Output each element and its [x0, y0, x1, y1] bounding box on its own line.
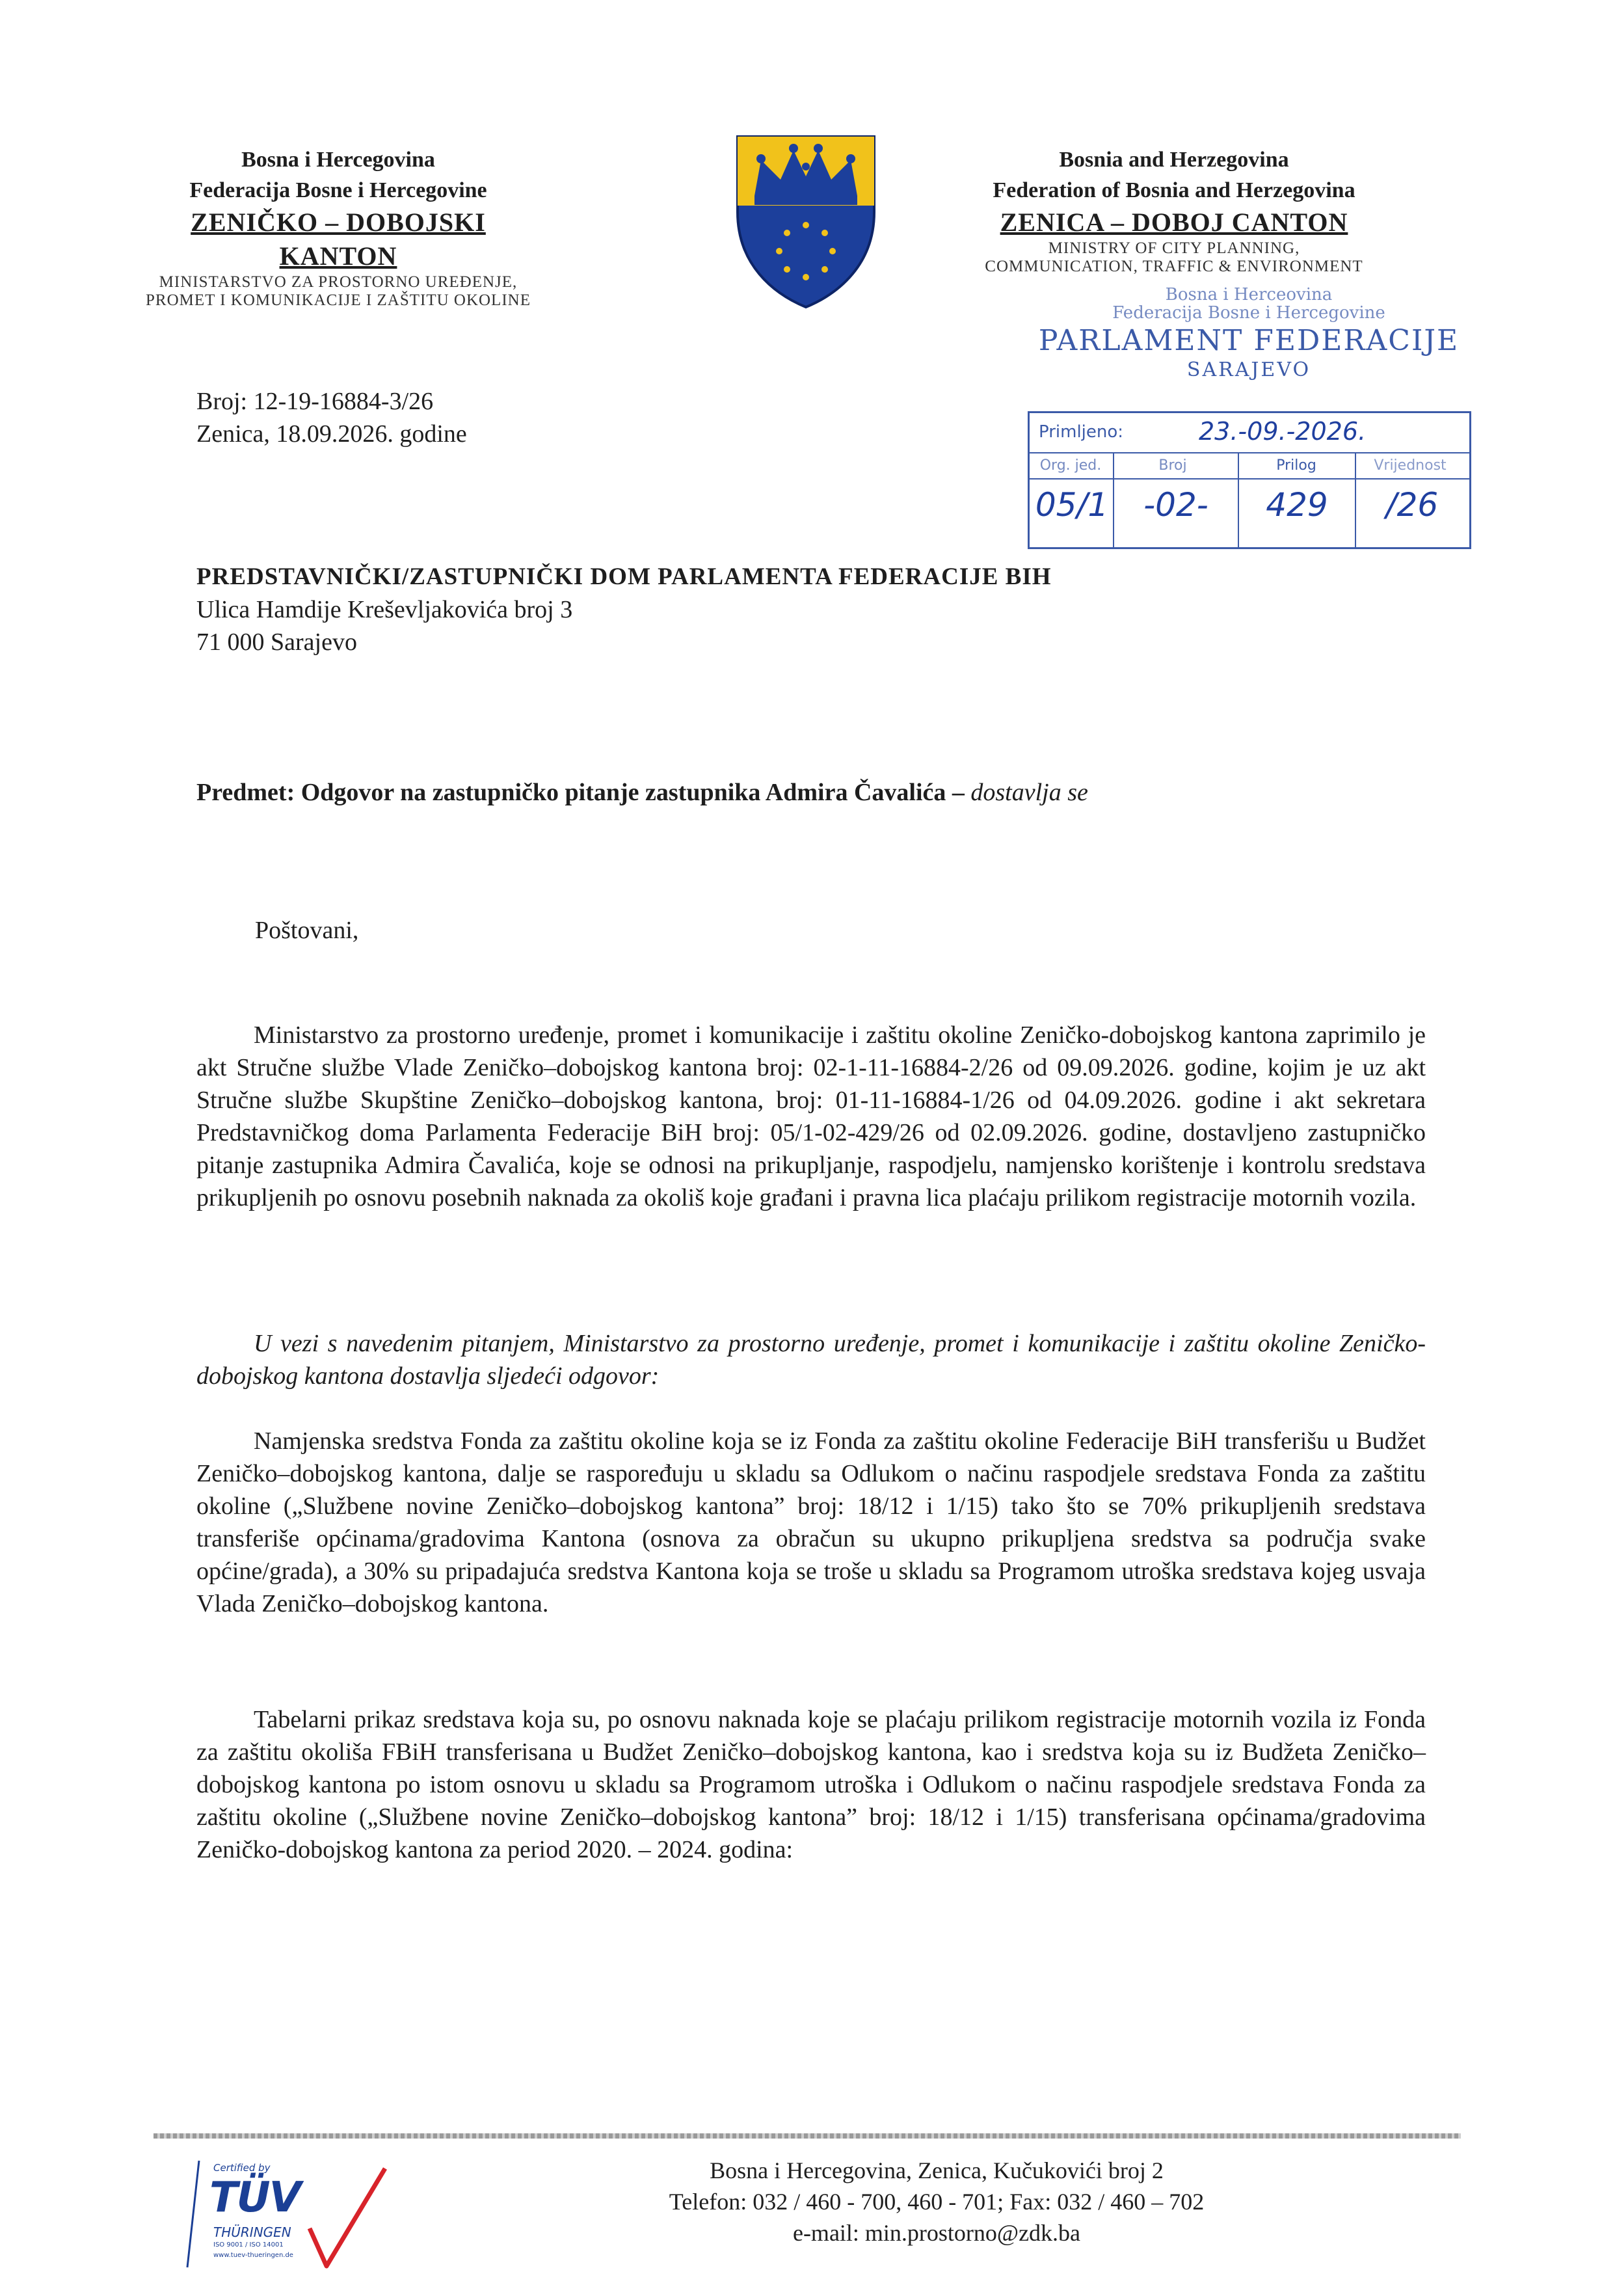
footer-phone: Telefon: 032 / 460 - 700, 460 - 701; Fax: 032 / 460 – 702: [669, 2189, 1205, 2215]
tuv-web-text: www.tuev-thueringen.de: [213, 2252, 293, 2259]
country-name-en: Bosnia and Herzegovina: [1059, 148, 1289, 172]
tuv-region-text: THÜRINGEN: [213, 2224, 291, 2240]
ministry-line-2: PROMET I KOMUNIKACIJE I ZAŠTITU OKOLINE: [146, 291, 531, 309]
tuv-certified-text: Certified by: [213, 2162, 271, 2174]
stamp-col-broj: Broj: [1158, 457, 1187, 474]
doc-meta: [196, 385, 782, 450]
subject-line: [196, 778, 1432, 807]
addressee-title: PREDSTAVNIČKI/ZASTUPNIČKI DOM PARLAMENTA FEDERACIJE BIH: [196, 563, 1052, 590]
footer-divider: [153, 2133, 1461, 2139]
footer-address: Bosna i Hercegovina, Zenica, Kučukovići broj 2: [710, 2157, 1164, 2183]
subject-label: Predmet:: [196, 779, 295, 806]
stamp-value-broj: -02-: [1143, 486, 1208, 524]
stamp-col-prilog: Prilog: [1276, 457, 1316, 474]
entity-name: Federacija Bosne i Hercegovine: [189, 178, 487, 202]
stamp-value-prilog: 429: [1266, 486, 1328, 524]
addressee-street: Ulica Hamdije Kreševljakovića broj 3: [196, 596, 573, 623]
header-right: [930, 144, 1418, 276]
paragraph-2: U vezi s navedenim pitanjem, Ministarstvo za prostorno uređenje, promet i komunikacije i zaštitu okoline Zeničko-dobojskog kantona dostavlja sljedeći odgovor:: [196, 1330, 1426, 1390]
footer-contact: [475, 2155, 1398, 2249]
stamp-value-org: 05/1: [1035, 486, 1109, 524]
tuv-iso-text: ISO 9001 / ISO 14001: [213, 2241, 284, 2249]
ministry-line-2-en: COMMUNICATION, TRAFFIC & ENVIRONMENT: [985, 258, 1363, 275]
ministry-line-1: MINISTARSTVO ZA PROSTORNO UREĐENJE,: [159, 273, 518, 291]
stamp-line-4: SARAJEVO: [1186, 358, 1311, 381]
doc-place-date: Zenica, 18.09.2026. godine: [196, 420, 467, 448]
addressee-city: 71 000 Sarajevo: [196, 628, 357, 656]
paragraph-1: Ministarstvo za prostorno uređenje, promet i komunikacije i zaštitu okoline Zeničko-dobojskog kantona zaprimilo je akt Stručne službe Vlade Zeničko–dobojskog kantona broj: 02-1-11-16884-2/26 od 09.09.2026. godine, kojim je uz akt Stručne službe Skupštine Zeničko–dobojskog kantona, broj: 01-11-16884-1/26 od 04.09.2026. godine i akt sekretara Predstavničkog doma Parlamenta Federacije BiH broj: 05/1-02-429/26 od 02.09.2026. godine, dostavljeno zastupničko pitanje zastupnika Admira Čavalića, koje se odnosi na prikupljanje, raspodjelu, namjensko korištenje i kontrolu sredstava prikupljenih po osnovu posebnih naknada za okoliš koje građani i pravna lica plaćaju prilikom registracije motornih vozila.: [196, 1021, 1426, 1211]
stamp-line-2: Federacija Bosne i Hercegovine: [1112, 303, 1385, 323]
header-left: [143, 144, 533, 310]
coat-of-arms-icon: [735, 134, 877, 310]
entity-name-en: Federation of Bosnia and Herzegovina: [993, 178, 1355, 202]
country-name: Bosna i Hercegovina: [241, 148, 435, 172]
stamp-value-year: /26: [1385, 486, 1439, 524]
doc-number: Broj: 12-19-16884-3/26: [196, 388, 434, 415]
tuv-brand-text: TÜV: [209, 2174, 300, 2222]
stamp-received-label: Primljeno:: [1039, 422, 1124, 442]
stamp-line-3: PARLAMENT FEDERACIJE: [1038, 324, 1460, 357]
stamp-col-org: Org. jed.: [1039, 457, 1102, 474]
paragraph-3: Namjenska sredstva Fonda za zaštitu okoline koja se iz Fonda za zaštitu okoline Federacije BiH transferišu u Budžet Zeničko–dobojskog kantona, dalje se raspoređuju u skladu sa Odlukom o načinu raspodjele sredstava Fonda za zaštitu okoline („Službene novine Zeničko–dobojskog kantona” broj: 18/12 i 1/15) tako što se 70% prikupljenih sredstava transferiše općinama/gradovima Kantona (osnova za obračun su ukupno prikupljena sredstva sa područja svake općine/grada), a 30% su pripadajuća sredstva Kantona koja se troše u skladu sa Programom utroška sredstava kojeg usvaja Vlada Zeničko–dobojskog kantona.: [196, 1427, 1426, 1617]
ministry-line-1-en: MINISTRY OF CITY PLANNING,: [1048, 239, 1300, 257]
subject-text: Odgovor na zastupničko pitanje zastupnika Admira Čavalića –: [300, 779, 965, 806]
stamp-col-vrijednost: Vrijednost: [1374, 457, 1447, 474]
footer-email: e-mail: min.prostorno@zdk.ba: [792, 2220, 1081, 2246]
tuv-certification-logo: [180, 2157, 394, 2274]
stamp-received-date: 23.-09.-2026.: [1199, 417, 1367, 446]
stamp-register-box: [1028, 411, 1471, 549]
subject-suffix: dostavlja se: [970, 779, 1088, 806]
paragraph-4: Tabelarni prikaz sredstava koja su, po osnovu naknada koje se plaćaju prilikom registracije motornih vozila iz Fonda za zaštitu okoliša FBiH transferisana u Budžet Zeničko–dobojskog kantona, kao i sredstva koja su iz Budžeta Zeničko–dobojskog kantona po istom osnovu u skladu sa Programom utroška i Odlukom o načinu raspodjele sredstava Fonda za zaštitu okoline („Službene novine Zeničko–dobojskog kantona” broj: 18/12 i 1/15) transferisana općinama/gradovima Zeničko-dobojskog kantona za period 2020. – 2024. godina:: [196, 1706, 1426, 1863]
stamp-line-1: Bosna i Herceovina: [1165, 285, 1333, 304]
canton-name: ZENIČKO – DOBOJSKI KANTON: [191, 208, 486, 271]
addressee-block: [196, 561, 1432, 658]
receipt-stamp: [1021, 286, 1476, 381]
canton-name-en: ZENICA – DOBOJ CANTON: [1000, 208, 1348, 237]
greeting: Poštovani,: [255, 917, 359, 944]
